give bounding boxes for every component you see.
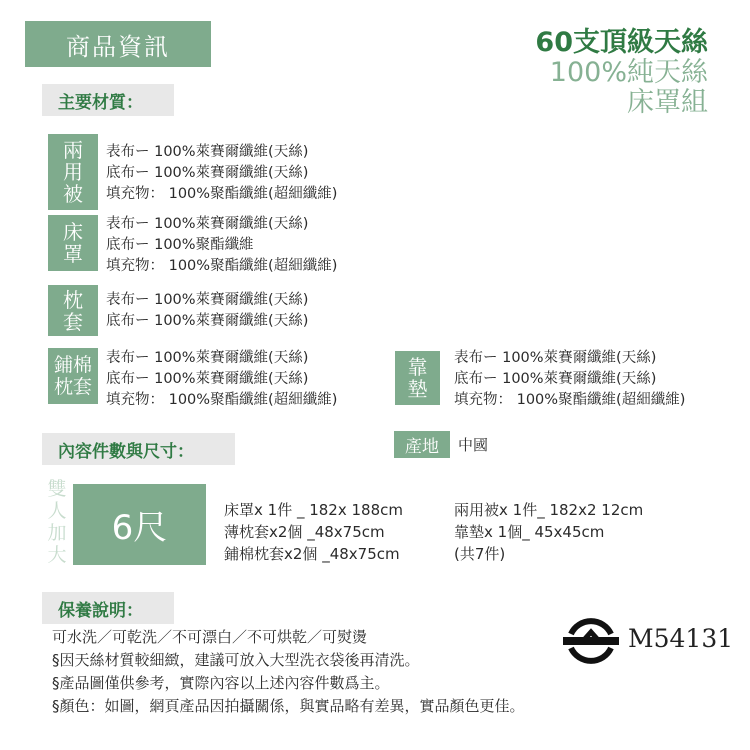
spec-line: 底布ー 100%萊賽爾纖維(天絲) [106, 313, 309, 329]
spec-line: 底布ー 100%萊賽爾纖維(天絲) [106, 165, 309, 181]
contents-item: 鋪棉枕套x2個 _48x75cm [224, 545, 400, 563]
spec-line: 表布ー 100%萊賽爾纖維(天絲) [106, 292, 309, 308]
tag-char: 床 [63, 220, 83, 244]
contents-item: (共7件) [454, 545, 506, 563]
care-section-label: 保養說明： [42, 592, 174, 624]
tag-char: 靠 [407, 355, 428, 379]
side-char: 大 [47, 544, 67, 566]
contents-section-label: 內容件數與尺寸： [42, 433, 235, 465]
quilt-specs [106, 142, 337, 205]
cushion-tag [395, 351, 440, 405]
filled-pillowcase-specs [106, 348, 337, 411]
care-instructions [52, 626, 525, 718]
tag-char: 枕套 [53, 376, 92, 398]
contents-item: 兩用被x 1件_ 182x2 12cm [454, 501, 644, 519]
tag-char: 被 [63, 182, 83, 206]
spec-line: 表布ー 100%萊賽爾纖維(天絲) [106, 350, 309, 366]
title-line: 60支頂級天絲 [535, 27, 708, 58]
spec-line: 填充物： 100%聚酯纖維(超細纖維) [106, 258, 338, 274]
spec-line: 填充物： 100%聚酯纖維(超細纖維) [106, 186, 338, 202]
care-line: §顏色：如圖，網頁產品因拍攝關係，與實品略有差異，實品顏色更佳。 [52, 697, 525, 715]
contents-item: 床罩x 1件 _ 182x 188cm [224, 501, 403, 519]
spec-line: 填充物： 100%聚酯纖維(超細纖維) [454, 392, 686, 408]
sheet-tag [48, 215, 98, 271]
origin-value: 中國 [458, 436, 489, 454]
sheet-specs [106, 214, 337, 277]
tag-char: 枕 [63, 287, 83, 312]
care-line: §產品圖僅供參考，實際內容以上述內容件數爲主。 [52, 674, 390, 692]
spec-line: 底布ー 100%萊賽爾纖維(天絲) [106, 371, 309, 387]
spec-line: 底布ー 100%聚酯纖維 [106, 237, 254, 253]
care-line: 可水洗／可乾洗／不可漂白／不可烘乾／可熨燙 [52, 628, 368, 646]
tag-char: 用 [63, 160, 83, 184]
contents-list-right [454, 499, 643, 565]
size-badge: 6尺 [73, 484, 206, 565]
pillowcase-tag [48, 285, 98, 336]
contents-list-left [224, 499, 403, 565]
spec-line: 填充物： 100%聚酯纖維(超細纖維) [106, 392, 338, 408]
tag-char: 兩 [63, 138, 83, 162]
spec-line: 表布ー 100%萊賽爾纖維(天絲) [106, 144, 309, 160]
filled-pillowcase-tag [48, 348, 98, 404]
title-line: 100%純天絲 [549, 57, 708, 88]
contents-item: 靠墊x 1個_ 45x45cm [454, 523, 605, 541]
material-section-label: 主要材質： [42, 84, 174, 116]
tag-char: 鋪棉 [53, 354, 92, 376]
title-line: 床罩組 [627, 87, 708, 118]
bsmi-mark-icon [563, 616, 619, 666]
side-char: 人 [47, 500, 67, 522]
side-char: 加 [47, 522, 67, 544]
origin-tag: 產地 [394, 431, 450, 458]
product-title [535, 28, 708, 118]
product-info-tag: 商品資訊 [25, 21, 211, 67]
tag-char: 罩 [63, 242, 83, 266]
spec-line: 表布ー 100%萊賽爾纖維(天絲) [106, 216, 309, 232]
quilt-tag [48, 134, 98, 210]
tag-char: 墊 [407, 377, 428, 401]
spec-line: 表布ー 100%萊賽爾纖維(天絲) [454, 350, 657, 366]
pillowcase-specs [106, 290, 308, 332]
tag-char: 套 [63, 309, 83, 334]
care-line: §因天絲材質較細緻，建議可放入大型洗衣袋後再清洗。 [52, 651, 420, 669]
spec-line: 底布ー 100%萊賽爾纖維(天絲) [454, 371, 657, 387]
contents-item: 薄枕套x2個 _48x75cm [224, 523, 385, 541]
cushion-specs [454, 348, 685, 411]
side-char: 雙 [47, 478, 67, 500]
size-side-label [42, 478, 72, 568]
certification-code: M54131 [628, 624, 734, 653]
